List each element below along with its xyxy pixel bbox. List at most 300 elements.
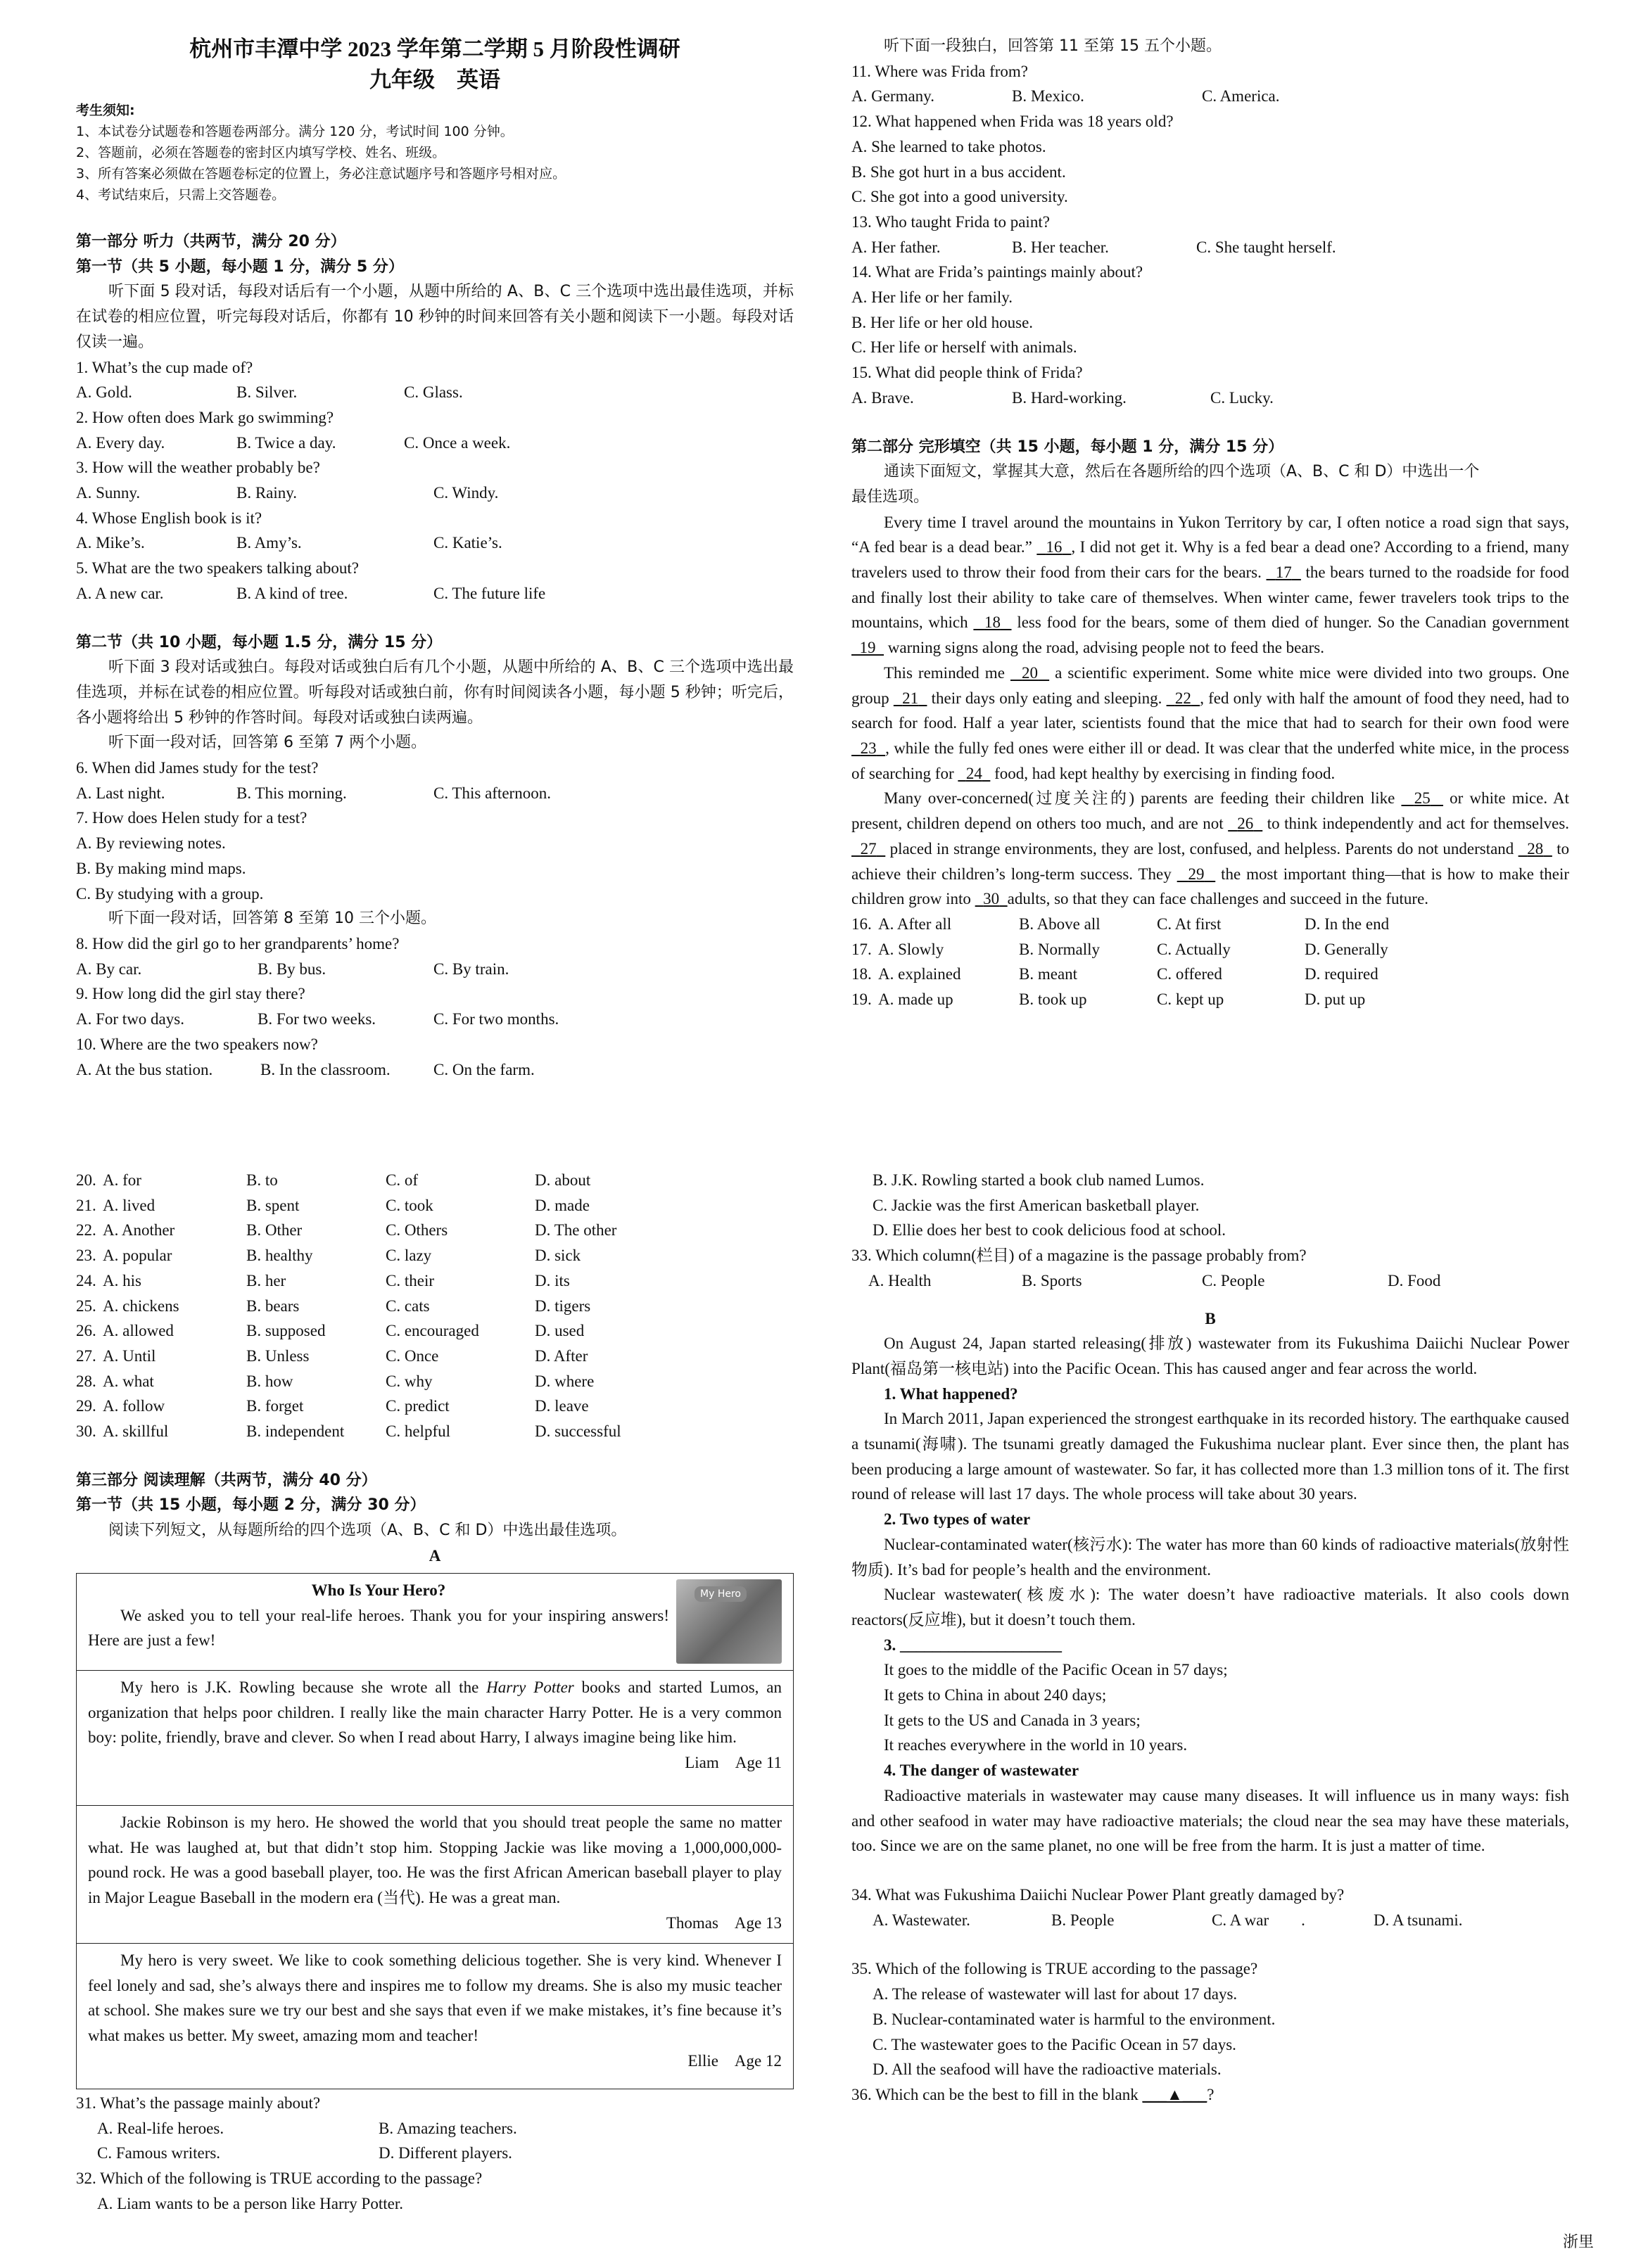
cloze-options-20 [76,1168,794,1193]
blank-28-num: 28 [1527,839,1544,858]
q3: 3. How will the weather probably be? [76,459,320,477]
opt-b[interactable]: B. how [246,1372,293,1390]
q31-c[interactable]: C. Famous writers. [97,2144,221,2162]
cloze-options-16 [851,912,1569,937]
q1-b[interactable]: B. Silver. [236,383,298,402]
opt-c[interactable]: C. of [386,1171,418,1189]
cloze-text: , fed only with half the amount of food they need, had to search for food. Half a year later, scientists found that the mice that had to search for their own food were [851,689,1569,732]
cloze-paragraph-2 [851,661,1569,786]
thomas-signature: Thomas Age 13 [666,1913,782,1932]
q34-b[interactable]: B. People [1051,1911,1115,1929]
passage-b-p3: Nuclear wastewater(核废水): The water doesn’t have radioactive materials. It also cools down reactors(反应堆), but it doesn’t touch them. [851,1586,1569,1629]
q15-options [851,386,1569,411]
blank-17[interactable] [1267,563,1301,581]
opt-c[interactable]: C. Once [386,1346,439,1365]
liam-signature: Liam Age 11 [685,1754,782,1772]
cloze-text: a scientific experiment. Some white mice were divided into two groups. One group [851,663,1570,707]
q7-b[interactable]: B. By making mind maps. [76,859,246,877]
q4-a[interactable]: A. Mike’s. [76,534,145,552]
blank-26-num: 26 [1237,815,1254,833]
q6-b[interactable]: B. This morning. [236,784,347,802]
opt-a[interactable]: A. for [103,1171,141,1189]
opt-b[interactable]: B. meant [1019,965,1078,983]
q36-text: 36. Which can be the best to fill in the blank [851,2085,1139,2103]
cloze-paragraph-1 [851,510,1569,661]
opt-c[interactable]: C. Actually [1157,940,1231,958]
q14: 14. What are Frida’s paintings mainly about? [851,263,1143,281]
blank-21-num: 21 [902,689,919,707]
passage-b-heading-1: 1. What happened? [884,1384,1018,1403]
q36-end: ? [1207,2085,1215,2103]
q13: 13. Who taught Frida to paint? [851,212,1050,231]
opt-a[interactable]: A. After all [878,915,952,933]
dialogue-3-instr: 听下面一段独白，回答第 11 至第 15 五个小题。 [884,37,1222,55]
q31-d[interactable]: D. Different players. [379,2144,512,2162]
q5: 5. What are the two speakers talking about? [76,559,359,578]
passage-a-label: A [429,1546,441,1565]
cloze-options-27 [76,1344,794,1369]
q11-a[interactable]: A. Germany. [851,87,934,106]
cloze-text: Every time I travel around the mountains in Yukon Territory by car, I often notice a road sign that says, “A fed bear is a dead bear.” [851,513,1569,556]
cloze-options-25 [76,1294,794,1319]
opt-d[interactable]: D. its [535,1271,570,1289]
q1-a[interactable]: A. Gold. [76,383,132,402]
ellie-signature: Ellie Age 12 [687,2051,782,2070]
opt-d[interactable]: D. The other [535,1221,617,1240]
opt-c[interactable]: C. why [386,1372,433,1390]
q3-a[interactable]: A. Sunny. [76,484,141,502]
hero-thomas-text: Jackie Robinson is my hero. He showed the world that you should treat people the same no matter what. He was laughed at, but that didn’t stop him. Stopping Jackie was like moving a 1,000,000,000-pound rock. He was a good baseball player, too. He was the first African American baseball player to play in Major League Baseball in the modern era (当代). He was a great man. [88,1814,782,1907]
blank-24-num: 24 [965,764,982,782]
opt-a[interactable]: A. lived [103,1196,156,1214]
cloze-part-title: 第二部分 完形填空（共 15 小题，每小题 1 分，满分 15 分） [851,438,1284,456]
blank-18[interactable] [973,613,1011,631]
hero-box-title: Who Is Your Hero? [311,1581,446,1599]
q31-a[interactable]: A. Real-life heroes. [97,2119,224,2137]
q6-a[interactable]: A. Last night. [76,784,165,802]
q11: 11. Where was Frida from? [851,62,1029,80]
opt-num: 24. [76,1271,96,1289]
q10-options [76,1057,794,1083]
opt-num: 30. [76,1422,96,1441]
opt-c[interactable]: C. encouraged [386,1322,479,1340]
opt-a[interactable]: A. chickens [103,1297,179,1315]
q14-b[interactable]: B. Her life or her old house. [851,313,1034,331]
q3-b[interactable]: B. Rainy. [236,484,298,502]
q9-a[interactable]: A. For two days. [76,1010,184,1028]
cloze-text: their days only eating and sleeping. [931,689,1162,707]
opt-a[interactable]: A. his [103,1271,141,1289]
q10-a[interactable]: A. At the bus station. [76,1060,213,1078]
passage-b-heading-3: 3. ____________________ [884,1636,1062,1654]
opt-b[interactable]: B. healthy [246,1247,313,1265]
listening-s2-title: 第二节（共 10 小题，每小题 1.5 分，满分 15 分） [76,633,443,651]
opt-d[interactable]: D. leave [535,1397,589,1415]
col-top-left [76,34,794,1082]
opt-b[interactable]: B. Normally [1019,940,1100,958]
dialogue-2-instr: 听下面一段对话，回答第 8 至第 10 三个小题。 [108,910,436,928]
opt-num: 20. [76,1171,96,1189]
opt-c[interactable]: C. cats [386,1297,430,1315]
listening-s1-instr: 听下面 5 段对话，每段对话后有一个小题，从题中所给的 A、B、C 三个选项中选出最佳选项，并标在试卷的相应位置，听完每段对话后，你都有 10 秒钟的时间来回答有关小题和阅读下一小题。每段对话仅读一遍。 [76,283,794,351]
q33-options [851,1268,1569,1294]
q15: 15. What did people think of Frida? [851,364,1083,382]
q34: 34. What was Fukushima Daiichi Nuclear Power Plant greatly damaged by? [851,1885,1345,1904]
hero-ellie-text: My hero is very sweet. We like to cook something delicious together. She is very kind. Whenever I feel lonely and sad, she’s always there and inspires me to follow my dreams. She is also my music teacher at school. She makes sure we try our best and she says that even if we make mistakes, it’s fine because it’s what makes us better. My sweet, amazing mom and teacher! [88,1951,782,2045]
cloze-paragraph-3 [851,786,1569,912]
q31-options-ab [76,2116,794,2141]
q12-c[interactable]: C. She got into a good university. [851,188,1068,206]
opt-c[interactable]: C. took [386,1196,433,1214]
hero-intro: We asked you to tell your real-life heroes. Thank you for your inspiring answers! Here are just a few! [88,1606,669,1650]
q5-options [76,581,794,606]
q31: 31. What’s the passage mainly about? [76,2094,321,2112]
hero-intro-cell [77,1574,793,1671]
blank-21[interactable] [894,689,927,707]
opt-d[interactable]: D. made [535,1196,590,1214]
page-title: 杭州市丰潭中学 2023 学年第二学期 5 月阶段性调研 [189,37,680,61]
opt-b[interactable]: B. forget [246,1397,304,1415]
blank-16[interactable] [1036,538,1071,556]
reading-s1-title: 第一节（共 15 小题，每小题 2 分，满分 30 分） [76,1496,426,1515]
passage-b-p4: Radioactive materials in wastewater may cause many diseases. It will influence us in many ways: fish and other seafood in water may have radioactive materials; the cloud near the sea may have these materials, too. Since we are on the same planet, no one will be free from the harm. It is just a matter of time. [851,1786,1569,1855]
cloze-text: the most important thing—that is how to make their children grow into [851,865,1570,908]
q6-c[interactable]: C. This afternoon. [433,784,551,802]
q9: 9. How long did the girl stay there? [76,985,305,1003]
q13-b[interactable]: B. Her teacher. [1012,238,1109,256]
notice-1: 1、本试卷分试题卷和答题卷两部分。满分 120 分，考试时间 100 分钟。 [76,124,514,139]
q15-b[interactable]: B. Hard-working. [1012,388,1127,407]
page-subtitle: 九年级 英语 [369,68,500,92]
my-hero-label: My Hero [695,1586,747,1602]
opt-c[interactable]: C. predict [386,1397,450,1415]
q32-a[interactable]: A. Liam wants to be a person like Harry Potter. [97,2194,403,2212]
col-bottom-left-questions [76,2091,794,2217]
q4-options [76,530,794,556]
q9-options [76,1007,794,1032]
blank-20[interactable] [1010,664,1049,682]
cloze-text: This reminded me [884,663,1005,682]
opt-a[interactable]: A. Until [103,1346,156,1365]
my-hero-image [676,1579,782,1664]
notice-4: 4、考试结束后，只需上交答题卷。 [76,187,286,203]
q5-b[interactable]: B. A kind of tree. [236,584,348,602]
liam-book-title: Harry Potter [486,1678,574,1696]
opt-c[interactable]: C. At first [1157,915,1222,933]
blank-16-num: 16 [1046,538,1063,556]
opt-c[interactable]: C. helpful [386,1422,450,1441]
opt-d[interactable]: D. successful [535,1422,621,1441]
cloze-text: food, had kept healthy by exercising in finding food. [994,764,1336,782]
cloze-options-29 [76,1394,794,1419]
cloze-options-17 [851,937,1569,962]
opt-a[interactable]: A. explained [878,965,961,983]
opt-b[interactable]: B. took up [1019,990,1087,1009]
col-top-right [851,34,1569,1012]
hero-liam-cell [77,1671,793,1806]
passage-b-heading-4: 4. The danger of wastewater [884,1761,1079,1780]
passage-b-heading-2: 2. Two types of water [884,1510,1031,1529]
blank-30[interactable] [975,890,1008,907]
q11-c[interactable]: C. America. [1202,87,1280,106]
blank-27-num: 27 [860,839,877,858]
cloze-text: less food for the bears, some of them died of hunger. So the Canadian government [1017,613,1570,632]
cloze-options-19 [851,987,1569,1012]
passage-b-label: B [1205,1309,1216,1327]
opt-a[interactable]: A. follow [103,1397,165,1415]
q7: 7. How does Helen study for a test? [76,809,307,827]
q34-c[interactable]: C. A war . [1212,1911,1305,1929]
q10: 10. Where are the two speakers now? [76,1035,318,1053]
q6-options [76,781,794,806]
listening-s1-title: 第一节（共 5 小题，每小题 1 分，满分 5 分） [76,257,404,276]
q8-a[interactable]: A. By car. [76,960,142,978]
footer-watermark: 浙里 [1562,2234,1594,2251]
q2-b[interactable]: B. Twice a day. [236,433,336,452]
cloze-instr-2: 最佳选项。 [851,488,930,506]
opt-b[interactable]: B. Other [246,1221,303,1240]
hero-ellie-cell [77,1944,793,2088]
q9-c[interactable]: C. For two months. [433,1010,559,1028]
opt-num: 17. [851,940,872,958]
opt-c[interactable]: C. Others [386,1221,448,1240]
opt-num: 22. [76,1221,96,1240]
blank-24[interactable] [958,765,990,782]
cloze-text: the bears turned to the roadside for food and finally lost their ability to take care of themselves. When winter came, fewer travelers took trips to the mountains, which [851,563,1569,632]
col-bottom-left [76,1168,794,1569]
notice-title: 考生须知: [76,103,135,118]
opt-d[interactable]: D. where [535,1372,595,1390]
q10-c[interactable]: C. On the farm. [433,1060,535,1078]
passage-b-p2: Nuclear-contaminated water(核污水): The water has more than 60 kinds of radioactive materials(放射性物质). It’s bad for people’s health and the environment. [851,1535,1569,1579]
cloze-text: , while the fully fed ones were either ill or dead. It was clear that the underfed white mice, in the process of searching for [851,739,1570,782]
q2-a[interactable]: A. Every day. [76,433,165,452]
q4-b[interactable]: B. Amy’s. [236,534,302,552]
passage-b-p1: In March 2011, Japan experienced the strongest earthquake in its recorded history. The earthquake caused a tsunami(海啸). The tsunami greatly damaged the Fukushima nuclear plant. Ever since then, the plant has been producing a large amount of wastewater. So far, it has collected more than 1.3 million tons of it. The first round of release will last 17 days. The whole process will take about 30 years. [851,1410,1569,1503]
q32: 32. Which of the following is TRUE according to the passage? [76,2170,483,2188]
opt-c[interactable]: C. kept up [1157,990,1224,1009]
cloze-options-28 [76,1369,794,1394]
q7-a[interactable]: A. By reviewing notes. [76,834,226,853]
cloze-options-23 [76,1243,794,1268]
blank-25-num: 25 [1414,789,1431,808]
opt-a[interactable]: A. Slowly [878,940,944,958]
hero-thomas-cell [77,1806,793,1944]
opt-b[interactable]: B. Unless [246,1346,310,1365]
opt-d[interactable]: D. In the end [1305,915,1390,933]
opt-num: 18. [851,965,872,983]
opt-d[interactable]: D. After [535,1346,588,1365]
blank-23-num: 23 [860,739,877,757]
cloze-text: or white mice. At present, children depend on others too much, and are not [851,789,1570,833]
opt-a[interactable]: A. what [103,1372,154,1390]
q35-a[interactable]: A. The release of wastewater will last for about 17 days. [873,1985,1238,2003]
cloze-text: , I did not get it. Why is a fed bear a dead one? According to a friend, many travelers used to throw their food from their cars for the bears. [851,538,1569,582]
q35-c[interactable]: C. The wastewater goes to the Pacific Ocean in 57 days. [873,2035,1236,2053]
q12: 12. What happened when Frida was 18 years old? [851,113,1174,131]
liam-text-b: books and started Lumos, an organization that helps poor children. I really like the main character Harry Potter. He is a very common boy: polite, friendly, brave and clever. So when I read about Harry, I always imagine being like him. [88,1678,782,1747]
q4: 4. Whose English book is it? [76,509,262,527]
passage-b-list-1: It goes to the middle of the Pacific Ocean in 57 days; [884,1661,1228,1679]
opt-c[interactable]: C. lazy [386,1247,432,1265]
q32-d[interactable]: D. Ellie does her best to cook delicious food at school. [873,1221,1226,1240]
blank-29[interactable] [1177,865,1216,883]
blank-18-num: 18 [984,613,1001,632]
liam-text-a: My hero is J.K. Rowling because she wrote all the [120,1678,487,1696]
q33-c[interactable]: C. People [1202,1271,1265,1289]
blank-22[interactable] [1167,689,1200,707]
passage-b-list-4: It reaches everywhere in the world in 10 years. [884,1736,1188,1754]
q35-d[interactable]: D. All the seafood will have the radioactive materials. [873,2060,1222,2079]
opt-d[interactable]: D. Generally [1305,940,1388,958]
q34-a[interactable]: A. Wastewater. [873,1911,970,1929]
q15-c[interactable]: C. Lucky. [1210,388,1274,407]
blank-30-num: 30 [983,890,1000,908]
opt-a[interactable]: A. popular [103,1247,172,1265]
hero-box [76,1573,794,2089]
q2: 2. How often does Mark go swimming? [76,408,334,426]
q7-c[interactable]: C. By studying with a group. [76,884,264,903]
q13-a[interactable]: A. Her father. [851,238,941,256]
blank-19[interactable] [851,639,884,656]
q34-options [851,1908,1569,1933]
opt-num: 19. [851,990,872,1009]
q32-b[interactable]: B. J.K. Rowling started a book club named Lumos. [873,1171,1205,1189]
opt-d[interactable]: D. required [1305,965,1378,983]
q2-c[interactable]: C. Once a week. [404,433,511,452]
cloze-options-21 [76,1193,794,1218]
q1-c[interactable]: C. Glass. [404,383,463,402]
opt-num: 27. [76,1346,96,1365]
opt-b[interactable]: B. her [246,1271,286,1289]
cloze-options-26 [76,1318,794,1344]
hero-liam-text [88,1675,782,1750]
passage-b-intro: On August 24, Japan started releasing(排放) wastewater from its Fukushima Daiichi Nuclear Power Plant(福岛第一核电站) into the Pacific Ocean. This has caused anger and fear across the world. [851,1334,1569,1377]
q33-d[interactable]: D. Food [1388,1271,1441,1289]
blank-19-num: 19 [859,639,876,657]
blank-27[interactable] [851,840,885,858]
cloze-options-22 [76,1218,794,1243]
blank-23[interactable] [851,739,885,757]
q33: 33. Which column(栏目) of a magazine is the passage probably from? [851,1247,1307,1265]
q5-a[interactable]: A. A new car. [76,584,164,602]
blank-25[interactable] [1401,789,1443,807]
q10-b[interactable]: B. In the classroom. [260,1060,391,1078]
opt-a[interactable]: A. allowed [103,1322,174,1340]
q14-a[interactable]: A. Her life or her family. [851,288,1013,307]
opt-c[interactable]: C. offered [1157,965,1222,983]
cloze-text: to think independently and act for themselves. [1267,815,1570,833]
passage-b-list-2: It gets to China in about 240 days; [884,1686,1107,1705]
cloze-text: warning signs along the road, advising people not to feed the bears. [887,639,1324,657]
q3-options [76,480,794,506]
q8-options [76,957,794,982]
cloze-options-18 [851,962,1569,987]
q15-a[interactable]: A. Brave. [851,388,914,407]
opt-num: 16. [851,915,872,933]
opt-num: 21. [76,1196,96,1214]
q33-a[interactable]: A. Health [868,1271,932,1289]
q32-c[interactable]: C. Jackie was the first American basketball player. [873,1196,1200,1214]
q13-options [851,235,1569,260]
opt-b[interactable]: B. bears [246,1297,300,1315]
blank-28[interactable] [1518,840,1552,858]
q36 [851,2082,1569,2108]
cloze-text: to achieve their children’s long-term success. They [851,839,1570,883]
blank-26[interactable] [1228,815,1262,832]
opt-b[interactable]: B. spent [246,1196,300,1214]
cloze-instr-1: 通读下面短文，掌握其大意，然后在各题所给的四个选项（A、B、C 和 D）中选出一个 [884,463,1480,481]
q2-options [76,431,794,456]
opt-a[interactable]: A. Another [103,1221,175,1240]
q36-blank[interactable]: ___▲___ [1142,2085,1207,2103]
q11-b[interactable]: B. Mexico. [1012,87,1084,106]
q1-options [76,380,794,405]
opt-num: 23. [76,1247,96,1265]
q31-b[interactable]: B. Amazing teachers. [379,2119,517,2137]
notice-2: 2、答题前，必须在答题卷的密封区内填写学校、姓名、班级。 [76,145,446,160]
q14-c[interactable]: C. Her life or herself with animals. [851,338,1077,357]
opt-b[interactable]: B. supposed [246,1322,326,1340]
q12-a[interactable]: A. She learned to take photos. [851,137,1046,155]
q8-b[interactable]: B. By bus. [258,960,326,978]
opt-b[interactable]: B. independent [246,1422,345,1441]
opt-d[interactable]: D. put up [1305,990,1366,1009]
listening-s2-instr: 听下面 3 段对话或独白。每段对话或独白后有几个小题，从题中所给的 A、B、C 三个选项中选出最佳选项，并标在试卷的相应位置。听每段对话或独白前，你有时间阅读各小题，每小题 5 秒钟；听完后，各小题将给出 5 秒钟的作答时间。每段对话或独白读两遍。 [76,658,794,727]
q1: 1. What’s the cup made of? [76,358,253,376]
q35-b[interactable]: B. Nuclear-contaminated water is harmful to the environment. [873,2010,1276,2028]
reading-instr: 阅读下列短文，从每题所给的四个选项（A、B、C 和 D）中选出最佳选项。 [108,1522,627,1540]
reading-part-title: 第三部分 阅读理解（共两节，满分 40 分） [76,1471,377,1489]
q12-b[interactable]: B. She got hurt in a bus accident. [851,163,1066,181]
opt-d[interactable]: D. about [535,1171,591,1189]
q5-c[interactable]: C. The future life [433,584,546,602]
blank-29-num: 29 [1188,865,1205,883]
q31-options-cd [76,2141,794,2166]
dialogue-1-instr: 听下面一段对话，回答第 6 至第 7 两个小题。 [108,734,426,752]
opt-d[interactable]: D. tigers [535,1297,591,1315]
cloze-options-30 [76,1419,794,1444]
opt-b[interactable]: B. to [246,1171,278,1189]
cloze-text: adults, so that they can face challenges and succeed in the future. [1007,890,1429,908]
q34-d[interactable]: D. A tsunami. [1374,1911,1463,1929]
opt-d[interactable]: D. sick [535,1247,581,1265]
opt-num: 26. [76,1322,96,1340]
q8-c[interactable]: C. By train. [433,960,509,978]
q13-c[interactable]: C. She taught herself. [1196,238,1336,256]
q33-b[interactable]: B. Sports [1022,1271,1082,1289]
cloze-text: placed in strange environments, they are lost, confused, and helpless. Parents do not understand [889,839,1514,858]
opt-a[interactable]: A. made up [878,990,953,1009]
q35: 35. Which of the following is TRUE according to the passage? [851,1960,1258,1978]
opt-d[interactable]: D. used [535,1322,585,1340]
cloze-options-24 [76,1268,794,1294]
q9-b[interactable]: B. For two weeks. [258,1010,376,1028]
listening-part-title: 第一部分 听力（共两节，满分 20 分） [76,233,346,250]
q4-c[interactable]: C. Katie’s. [433,534,502,552]
blank-22-num: 22 [1174,689,1191,707]
opt-b[interactable]: B. Above all [1019,915,1101,933]
opt-a[interactable]: A. skillful [103,1422,169,1441]
blank-20-num: 20 [1022,663,1039,682]
notice-3: 3、所有答案必须做在答题卷标定的位置上，务必注意试题序号和答题序号相对应。 [76,166,566,181]
q3-c[interactable]: C. Windy. [433,484,499,502]
cloze-text: Many over-concerned(过度关注的) parents are feeding their children like [884,789,1395,808]
opt-c[interactable]: C. their [386,1271,434,1289]
opt-num: 28. [76,1372,96,1390]
q6: 6. When did James study for the test? [76,759,319,777]
col-bottom-right [851,1168,1569,2108]
